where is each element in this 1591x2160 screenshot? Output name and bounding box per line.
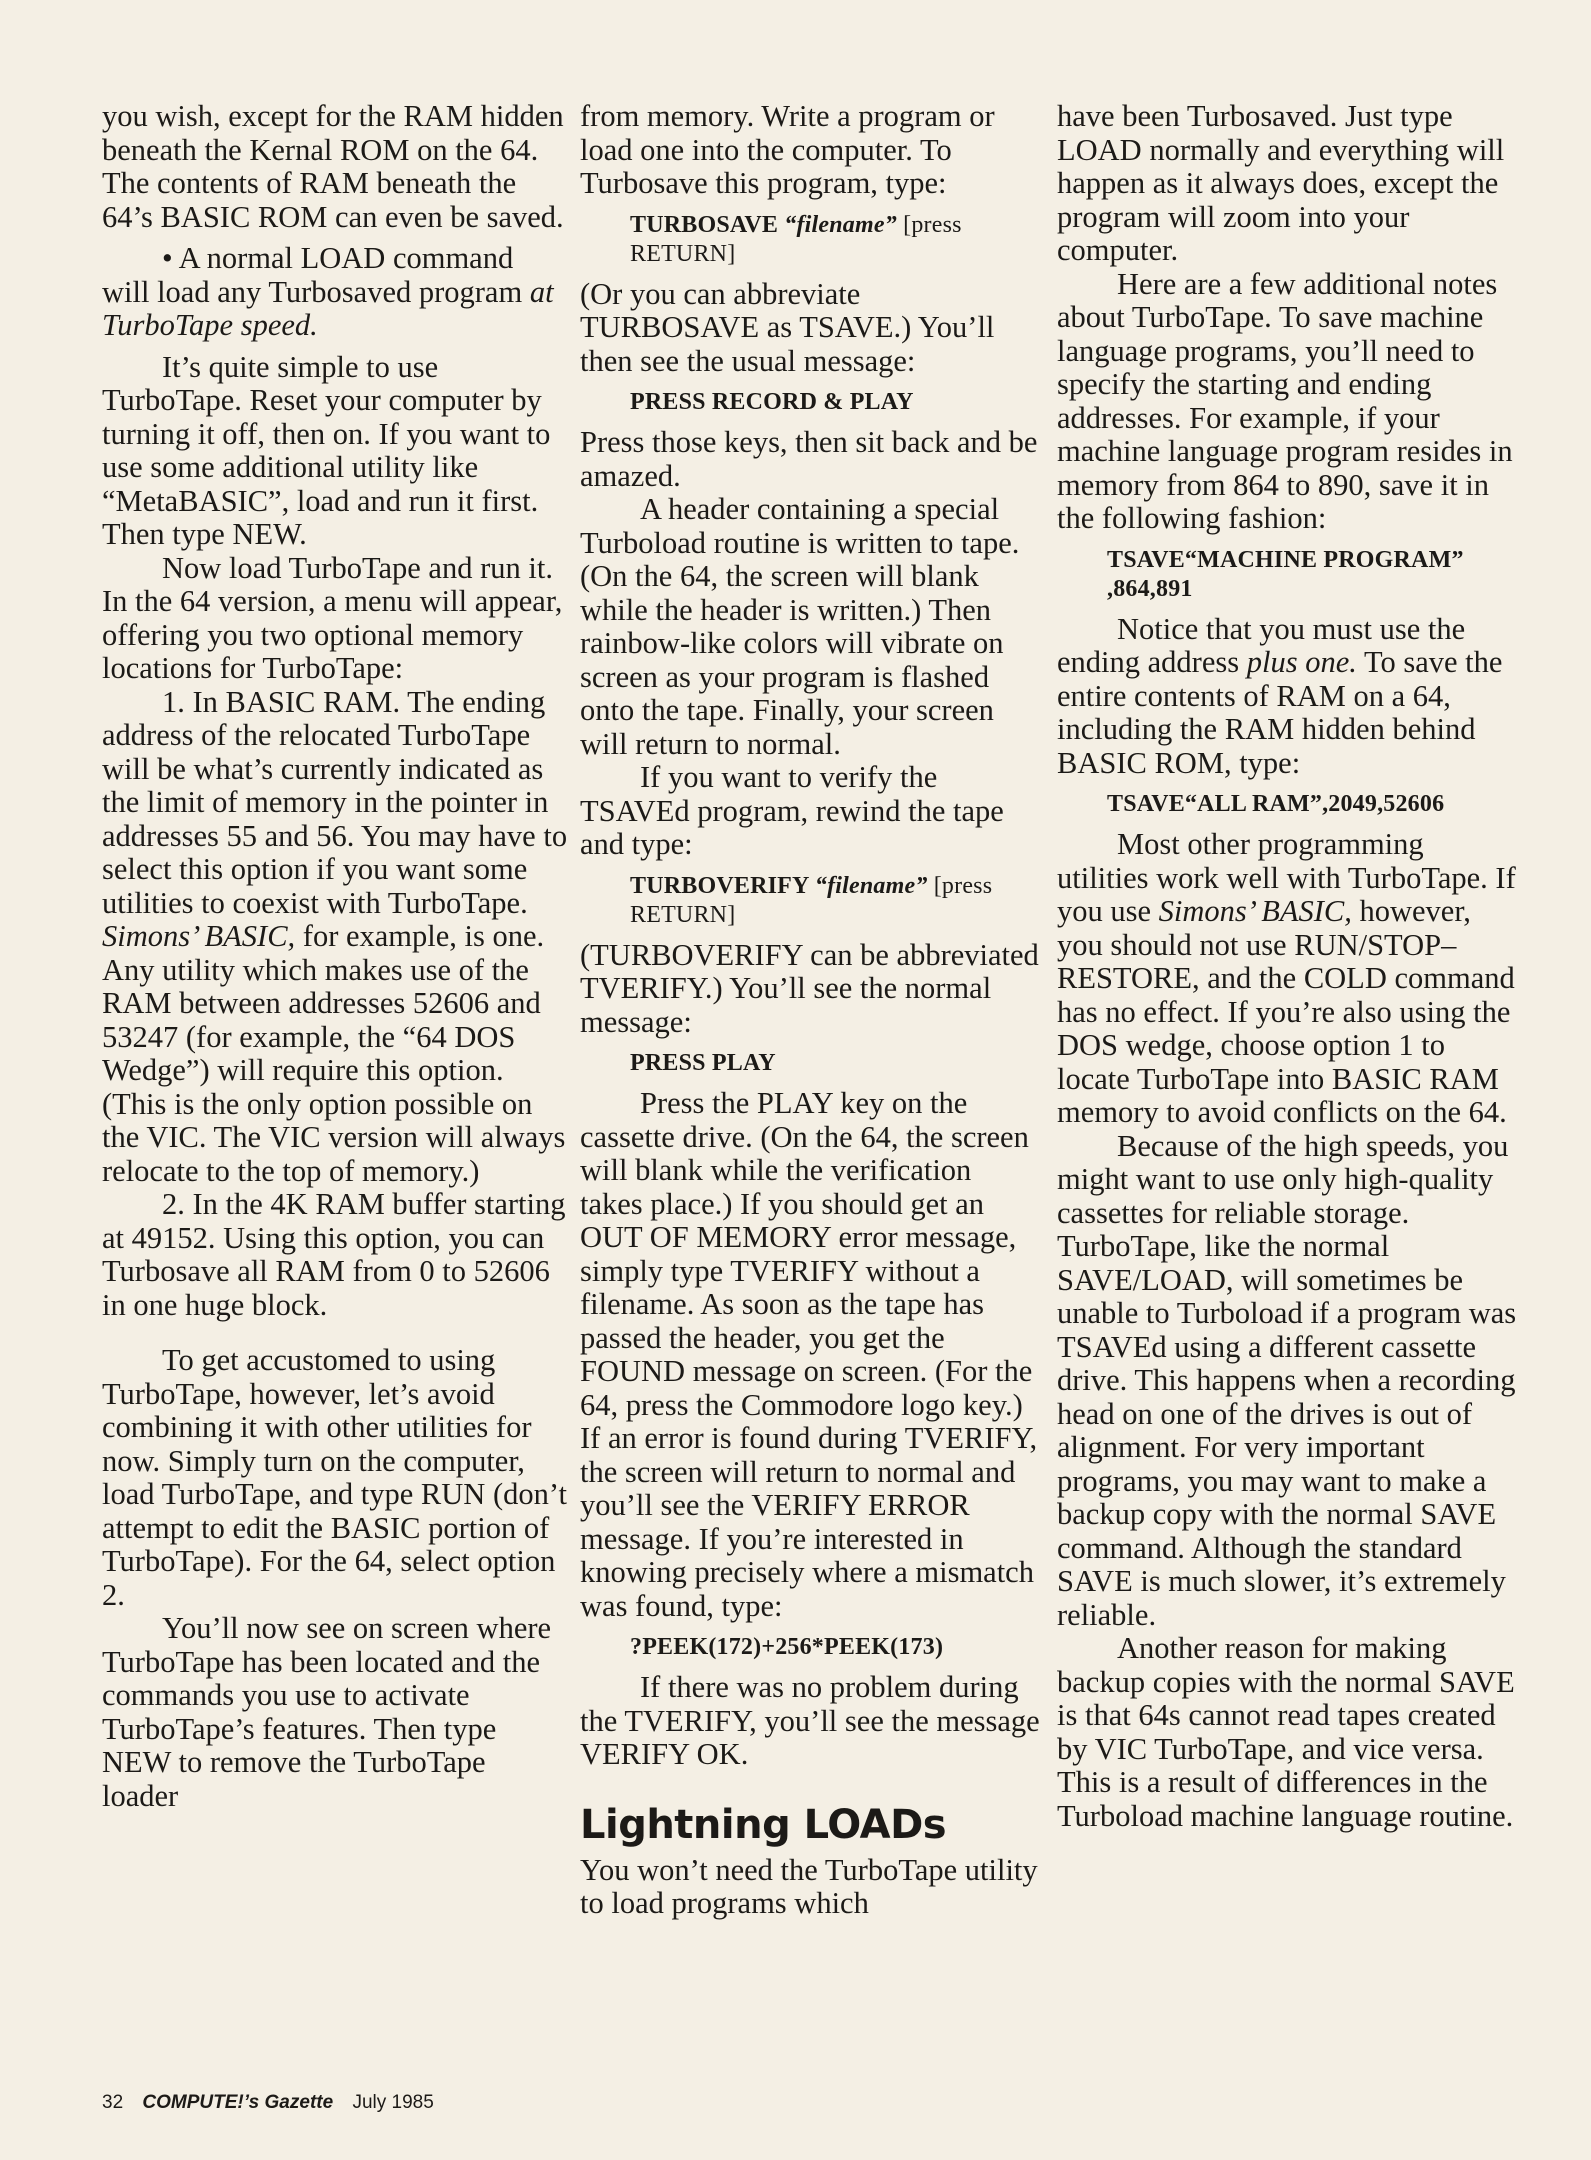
paragraph: It’s quite simple to use TurboTape. Reset your computer by turning it off, then on. If you want to use some additional utility like “MetaBASIC”, load and run it first. Then type NEW.: [102, 349, 551, 551]
paragraph: • A normal LOAD command will load any Turbosaved program at TurboTape speed.: [102, 241, 554, 342]
code-line: TSAVE“ALL RAM”,2049,52606: [1107, 791, 1445, 817]
paragraph: You’ll now see on screen where TurboTape has been located and the commands you use to activate TurboTape’s features. Then type NEW to remove the TurboTape loader: [102, 1611, 552, 1813]
paragraph: To get accustomed to using TurboTape, however, let’s avoid combining it with other utilities for now. Simply turn on the computer, load TurboTape, and type RUN (don’t attempt to edit the BASIC portion of TurboTape). For the 64, select option 2.: [102, 1343, 567, 1612]
paragraph: Press the PLAY key on the cassette drive. (On the 64, the screen will blank while the verification takes place.) If you should get an OUT OF MEMORY error message, simply type TVERIFY without a filename. As soon as the tape has passed the header, you get the FOUND message on screen. (For the 64, press the Commodore logo key.) If an error is found during TVERIFY, the screen will return to normal and you’ll see the VERIFY ERROR message. If you’re interested in knowing precisely where a mismatch was found, type:: [580, 1086, 1038, 1623]
paragraph: If you want to verify the TSAVEd program, rewind the tape and type:: [580, 760, 1004, 861]
page-number: 32: [102, 2092, 124, 2113]
paragraph: Because of the high speeds, you might want to use only high-quality cassettes for reliable storage. TurboTape, like the normal SAVE/LOAD, will sometimes be unable to Turboload if a program was TSAVEd using a different cassette drive. This happens when a recording head on one of the drives is out of alignment. For very important programs, you may want to make a backup copy with the normal SAVE command. Although the standard SAVE is much slower, it’s extremely reliable.: [1057, 1128, 1517, 1632]
paragraph: Now load TurboTape and run it. In the 64 version, a menu will appear, offering you two optional memory locations for TurboTape:: [102, 550, 563, 685]
paragraph: (TURBOVERIFY can be abbreviated TVERIFY.) You’ll see the normal message:: [580, 937, 1039, 1039]
section-heading: Lightning LOADs: [580, 1801, 947, 1848]
code-line: PRESS PLAY: [630, 1050, 776, 1076]
issue-date: July 1985: [352, 2092, 434, 2113]
paragraph: A header containing a special Turboload routine is written to tape. (On the 64, the screen will blank while the header is written.) Then rainbow-like colors will vibrate on screen as your program is flashed onto the tape. Finally, your screen will return to normal.: [580, 492, 1020, 761]
paragraph: Notice that you must use the ending address plus one. To save the entire contents of RAM on a 64, including the RAM hidden behind BASIC ROM, type:: [1057, 611, 1503, 780]
code-line: TSAVE“MACHINE PROGRAM” ,864,891: [1107, 546, 1464, 602]
paragraph: you wish, except for the RAM hidden beneath the Kernal ROM on the 64. The contents of RAM beneath the 64’s BASIC ROM can even be saved.: [102, 99, 564, 234]
paragraph: from memory. Write a program or load one into the computer. To Turbosave this program, type:: [580, 99, 995, 200]
code-line: TURBOVERIFY “filename” [press RETURN]: [630, 872, 993, 928]
paragraph: Here are a few additional notes about TurboTape. To save machine language programs, you’ll need to specify the starting and ending addresses. For example, if your machine language program resides in memory from 864 to 890, save it in the following fashion:: [1057, 266, 1513, 535]
paragraph: 2. In the 4K RAM buffer starting at 49152. Using this option, you can Turbosave all RAM from 0 to 52606 in one huge block.: [102, 1187, 566, 1322]
paragraph: Press those keys, then sit back and be amazed.: [580, 425, 1038, 493]
page-footer: [102, 2092, 434, 2114]
paragraph: If there was no problem during the TVERIFY, you’ll see the message VERIFY OK.: [580, 1670, 1040, 1771]
column-1: [102, 100, 568, 1813]
paragraph: You won’t need the TurboTape utility to load programs which: [580, 1852, 1038, 1920]
code-line: ?PEEK(172)+256*PEEK(173): [630, 1634, 944, 1660]
code-line: PRESS RECORD & PLAY: [630, 389, 914, 415]
column-2: [580, 100, 1040, 1921]
paragraph: (Or you can abbreviate TURBOSAVE as TSAVE.) You’ll then see the usual message:: [580, 276, 995, 378]
paragraph: 1. In BASIC RAM. The ending address of the relocated TurboTape will be what’s currently indicated as the limit of memory in the pointer in addresses 55 and 56. You may have to select this option if you want some utilities to coexist with TurboTape. Simons’ BASIC, for example, is one. Any utility which makes use of the RAM between addresses 52606 and 53247 (for example, the “64 DOS Wedge”) will require this option. (This is the only option possible on the VIC. The VIC version will always relocate to the top of memory.): [102, 684, 568, 1188]
code-line: TURBOSAVE “filename” [press RETURN]: [630, 211, 962, 267]
column-3: [1057, 100, 1517, 1833]
paragraph: Another reason for making backup copies with the normal SAVE is that 64s cannot read tapes created by VIC TurboTape, and vice versa. This is a result of differences in the Turboload machine language routine.: [1057, 1631, 1515, 1833]
paragraph: Most other programming utilities work well with TurboTape. If you use Simons’ BASIC, however, you should not use RUN/STOP–RESTORE, and the COLD command has no effect. If you’re also using the DOS wedge, choose option 1 to locate TurboTape into BASIC RAM memory to avoid conflicts on the 64.: [1057, 827, 1516, 1129]
magazine-title: COMPUTE!’s Gazette: [142, 2092, 334, 2113]
paragraph: have been Turbosaved. Just type LOAD normally and everything will happen as it always does, except the program will zoom into your computer.: [1057, 99, 1505, 267]
